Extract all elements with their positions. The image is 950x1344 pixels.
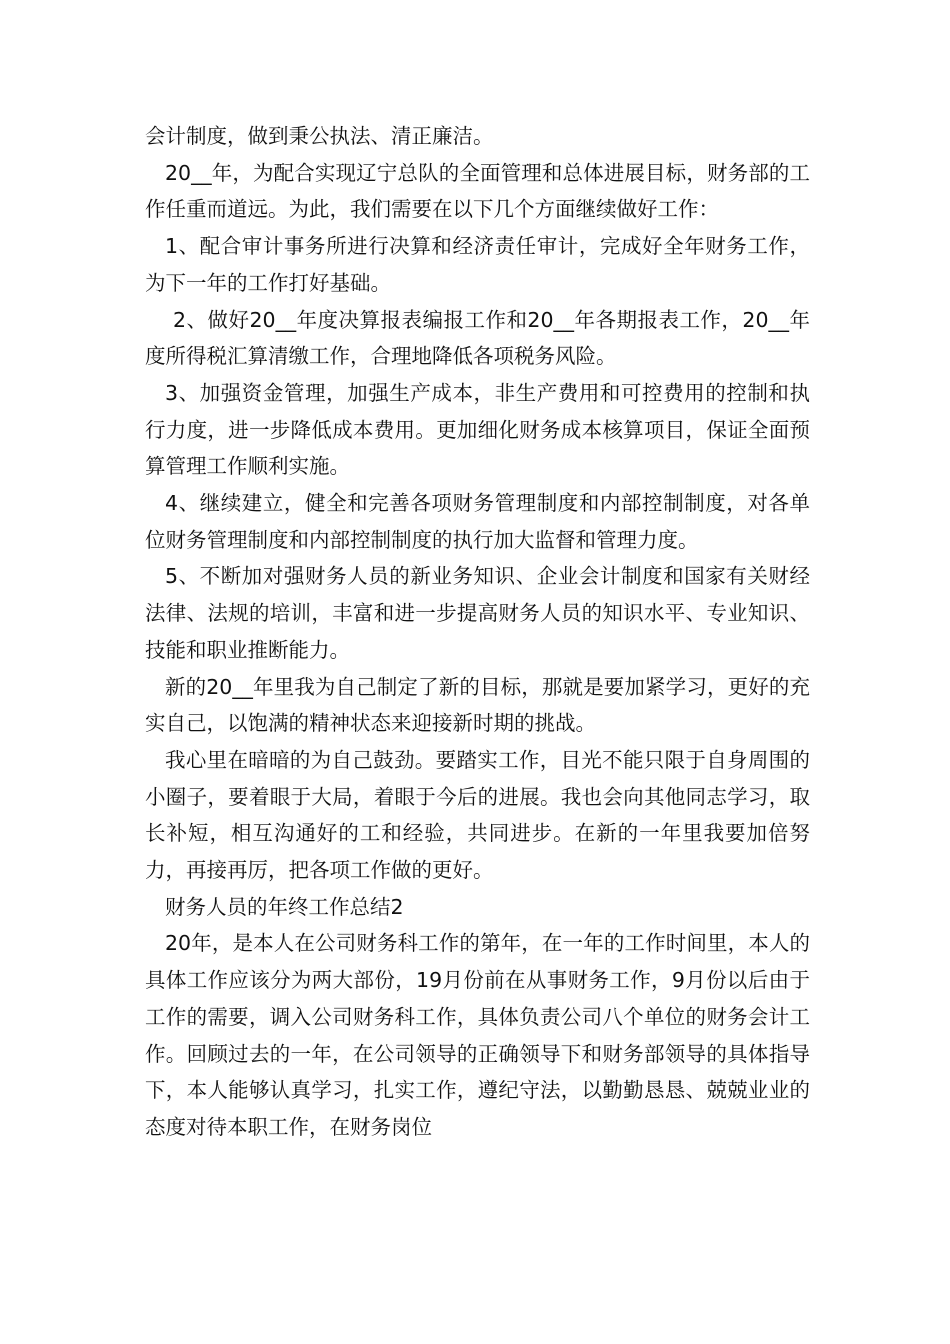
paragraph-item-5: 5、不断加对强财务人员的新业务知识、企业会计制度和国家有关财经法律、法规的培训，丰富和进一步提高财务人员的知识水平、专业知识、技能和职业推断能力。 xyxy=(145,564,810,662)
paragraph-summary-2: 20年，是本人在公司财务科工作的第年，在一年的工作时间里，本人的具体工作应该分为两大部份，19月份前在从事财务工作，9月份以后由于工作的需要，调入公司财务科工作，具体负责公司八个单位的财务会计工作。回顾过去的一年，在公司领导的正确领导下和财务部领导的具体指导下，本人能够认真学习，扎实工作，遵纪守法，以勤勤恳恳、兢兢业业的态度对待本职工作，在财务岗位 xyxy=(145,931,810,1139)
section-heading: 财务人员的年终工作总结2 xyxy=(165,894,404,919)
paragraph-work-plan-intro: 20__年，为配合实现辽宁总队的全面管理和总体进展目标，财务部的工作任重而道远。为此，我们需要在以下几个方面继续做好工作： xyxy=(145,160,810,222)
paragraph-new-goals: 新的20__年里我为自己制定了新的目标，那就是要加紧学习，更好的充实自己，以饱满的精神状态来迎接新时期的挑战。 xyxy=(145,674,810,736)
document-body xyxy=(145,118,810,1146)
paragraph-item-4: 4、继续建立，健全和完善各项财务管理制度和内部控制制度，对各单位财务管理制度和内部控制制度的执行加大监督和管理力度。 xyxy=(145,491,810,552)
paragraph-continuation: 会计制度，做到秉公执法、清正廉洁。 xyxy=(145,124,494,148)
paragraph-item-2: 2、做好20__年度决算报表编报工作和20__年各期报表工作，20__年度所得税汇算清缴工作，合理地降低各项税务风险。 xyxy=(145,307,810,369)
paragraph-encouragement: 我心里在暗暗的为自己鼓劲。要踏实工作，目光不能只限于自身周围的小圈子，要着眼于大局，着眼于今后的进展。我也会向其他同志学习，取长补短，相互沟通好的工和经验，共同进步。在新的一年里我要加倍努力，再接再厉，把各项工作做的更好。 xyxy=(145,747,810,883)
paragraph-item-3: 3、加强资金管理，加强生产成本，非生产费用和可控费用的控制和执行力度，进一步降低成本费用。更加细化财务成本核算项目，保证全面预算管理工作顺利实施。 xyxy=(145,380,810,479)
paragraph-item-1: 1、配合审计事务所进行决算和经济责任审计，完成好全年财务工作，为下一年的工作打好基础。 xyxy=(145,234,810,295)
